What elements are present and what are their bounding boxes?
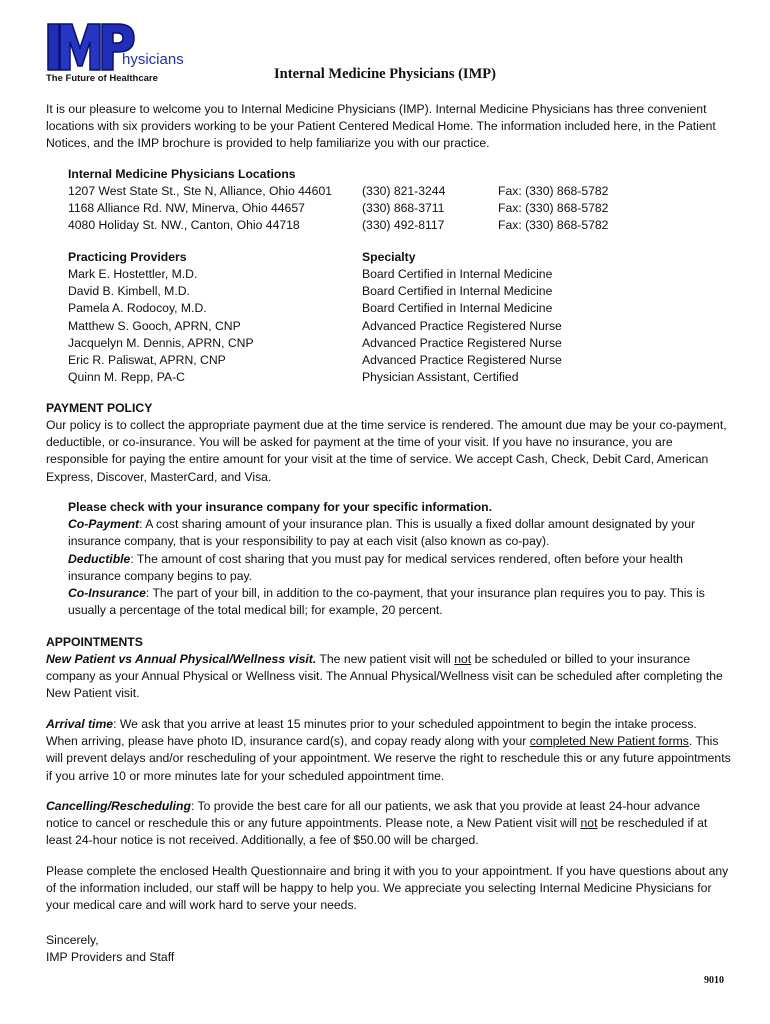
provider-specialty: Advanced Practice Registered Nurse <box>362 353 562 368</box>
locations-phones <box>362 183 445 235</box>
locations-heading: Internal Medicine Physicians Locations <box>68 167 296 181</box>
page-title: Internal Medicine Physicians (IMP) <box>274 66 496 82</box>
coinsurance-term: Co-Insurance <box>68 586 146 601</box>
location-phone: (330) 868-3711 <box>362 201 445 216</box>
cancel-not: not <box>580 816 598 831</box>
location-fax: Fax: (330) 868-5782 <box>498 201 609 216</box>
insurance-check-heading: Please check with your insurance company for your specific information. <box>68 500 492 514</box>
location-address: 4080 Holiday St. NW., Canton, Ohio 44718 <box>68 218 300 233</box>
copay-definition <box>68 516 728 550</box>
location-address: 1207 West State St., Ste N, Alliance, Ohio 44601 <box>68 184 332 198</box>
sincerely: Sincerely, <box>46 933 99 947</box>
new-patient-paragraph <box>46 651 732 703</box>
arrival-paragraph <box>46 716 732 785</box>
provider-name: Mark E. Hostettler, M.D. <box>68 267 198 281</box>
new-patient-forms-ref: completed New Patient forms <box>529 734 689 749</box>
cancel-text-2: be rescheduled if at least 24-hour notice is not received. Additionally, a fee of $50.00 will be charged. <box>46 816 708 848</box>
coinsurance-text: : The part of your bill, in addition to the co-payment, that your insurance plan requires you to pay. This is usually a percentage of the total medical bill; for example, 20 percent. <box>68 586 705 618</box>
copay-term: Co-Payment <box>68 517 140 532</box>
copay-text: : A cost sharing amount of your insurance plan. This is usually a fixed dollar amount designated by your insurance company, that is your responsibility to pay at each visit (also known as co-pay). <box>68 517 696 549</box>
logo-word: hysicians <box>122 51 184 68</box>
cancel-text: : To provide the best care for all our patients, we ask that you provide at least 24-hour advance notice to cancel or reschedule this or any future appointments. Please note, a New Patient visit will <box>46 799 701 831</box>
new-patient-term: New Patient vs Annual Physical/Wellness visit. <box>46 652 317 666</box>
cancel-term: Cancelling/Rescheduling <box>46 799 191 813</box>
closing-paragraph: Please complete the enclosed Health Questionnaire and bring it with you to your appointment. If you have questions about any of the information included, our staff will be happy to help you. We appreciate you selecting Internal Medicine Physicians for your medical care and will work hard to serve your needs. <box>46 864 729 913</box>
provider-specialty: Physician Assistant, Certified <box>362 370 519 385</box>
locations-addresses <box>68 183 332 235</box>
arrival-text: : We ask that you arrive at least 15 minutes prior to your scheduled appointment to begin the intake process. When arriving, please have photo ID, insurance card(s), and copay ready along with your <box>46 717 697 749</box>
provider-specialty: Board Certified in Internal Medicine <box>362 301 553 316</box>
arrival-text-2: . This will prevent delays and/or rescheduling of your appointment. We reserve the right to reschedule this or any future appointments if you arrive 10 or more minutes late for your scheduled appointment time. <box>46 734 731 783</box>
payment-heading: PAYMENT POLICY <box>46 401 153 415</box>
new-patient-not: not <box>454 652 472 666</box>
provider-specialties <box>362 266 562 386</box>
deductible-definition <box>68 551 728 585</box>
payment-body: Our policy is to collect the appropriate payment due at the time service is rendered. The amount due may be your co-payment, deductible, or co-insurance. You will be asked for payment at the time of your visit. If you have no insurance, you are responsible for paying the entire amount for your visit at the time of service. We accept Cash, Check, Debit Card, American Express, Discover, MasterCard, and Visa. <box>46 418 727 484</box>
location-phone: (330) 821-3244 <box>362 184 446 198</box>
provider-name: Jacquelyn M. Dennis, APRN, CNP <box>68 335 254 350</box>
provider-names <box>68 266 254 386</box>
provider-specialty: Board Certified in Internal Medicine <box>362 267 553 281</box>
arrival-term: Arrival time <box>46 717 114 731</box>
new-patient-text-2: be scheduled or billed to your insurance company as your Annual Physical or Wellness visit. The Annual Physical/Wellness visit can be scheduled after completing the New Patient visit. <box>46 652 723 701</box>
location-address: 1168 Alliance Rd. NW, Minerva, Ohio 44657 <box>68 201 305 216</box>
location-fax: Fax: (330) 868-5782 <box>498 218 609 233</box>
signoff: IMP Providers and Staff <box>46 950 175 964</box>
appointments-heading: APPOINTMENTS <box>46 635 143 649</box>
form-number: 9010 <box>704 975 724 986</box>
location-phone: (330) 492-8117 <box>362 218 445 233</box>
insurance-definitions <box>68 499 728 619</box>
provider-specialty: Board Certified in Internal Medicine <box>362 284 553 299</box>
provider-specialty: Advanced Practice Registered Nurse <box>362 318 562 333</box>
locations-faxes <box>498 183 608 235</box>
intro-paragraph: It is our pleasure to welcome you to Internal Medicine Physicians (IMP). Internal Medicine Physicians has three convenient locations with six providers working to be your Patient Centered Medical Home. The information included here, in the Patient Notices, and the IMP brochure is provided to help familiarize you with our practice. <box>46 102 716 151</box>
provider-name: Matthew S. Gooch, APRN, CNP <box>68 318 241 333</box>
provider-name: Quinn M. Repp, PA-C <box>68 370 185 385</box>
new-patient-text: The new patient visit will <box>316 652 455 666</box>
coinsurance-definition <box>68 585 728 619</box>
provider-specialty: Advanced Practice Registered Nurse <box>362 335 562 350</box>
specialty-heading: Specialty <box>362 250 416 264</box>
deductible-term: Deductible <box>68 551 131 566</box>
providers-heading: Practicing Providers <box>68 250 187 264</box>
provider-name: Eric R. Paliswat, APRN, CNP <box>68 353 226 368</box>
deductible-text: : The amount of cost sharing that you must pay for medical services rendered, often before your health insurance company begins to pay. <box>68 551 683 583</box>
logo-tagline: The Future of Healthcare <box>46 73 158 84</box>
location-fax: Fax: (330) 868-5782 <box>498 184 609 198</box>
provider-name: David B. Kimbell, M.D. <box>68 284 190 299</box>
cancel-paragraph <box>46 798 732 850</box>
provider-name: Pamela A. Rodocoy, M.D. <box>68 301 207 316</box>
